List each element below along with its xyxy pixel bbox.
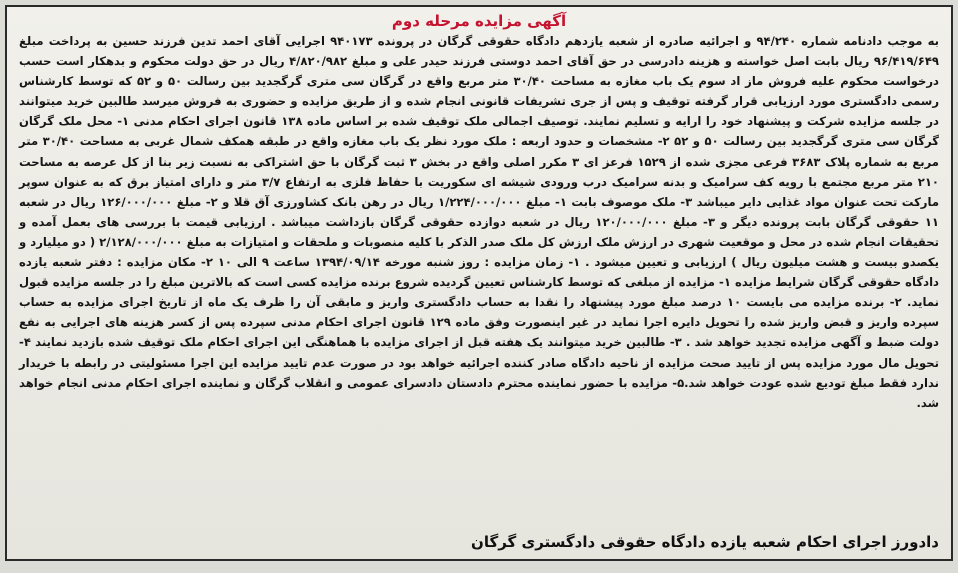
auction-notice bbox=[5, 5, 953, 561]
notice-body bbox=[7, 31, 951, 515]
notice-paragraph-intro: به موجب دادنامه شماره ۹۴/۲۴۰ و اجرائیه صادره از شعبه یازدهم دادگاه حقوقی گرگان در پرونده ۹۴۰۱۷۳ اجرایی آقای احمد تدین فرزند حسین به پرداخت مبلغ ۹۶/۴۱۹/۶۴۹ ریال بابت اصل خواسته و هزینه دادرسی در حق آقای احمد دوستی فرزند حیدر علی و مبلغ ۴/۸۲۰/۹۸۲ ریال در حق دولت محکوم و بدهکار است حسب درخواست محکوم علیه فروش ماز اد سوم یک باب مغازه به مساحت ۳۰/۴۰ متر مربع واقع در گرگان سی متری گرگجدید بین رسالت ۵۰ و ۵۲ که توسط کارشناس رسمی دادگستری مورد ارزیابی قرار گرفته توقیف و پس از جری تشریفات قانونی انجام شده و از طریق مزایده و حضوری به فروش میرسد طالبین خرید میتوانند در جلسه مزایده شرکت و پیشنهاد خود را ارایه و تسلیم نمایند. bbox=[19, 34, 940, 129]
notice-title: آگهی مزایده مرحله دوم bbox=[391, 12, 567, 30]
notice-signature: دادورز اجرای احکام شعبه یازده دادگاه حقوقی دادگستری گرگان bbox=[471, 533, 939, 551]
notice-paragraph-details: توصیف اجمالی ملک توقیف شده بر اساس ماده ۱۳۸ قانون اجرای احکام مدنی ۱- محل ملک گرگان گرگان سی متری گرگجدید بین رسالت ۵۰ و ۵۲ ۲- مشخصات و حدود اربعه : ملک مورد نظر یک باب مغازه واقع در طبقه همکف شمال غربی به مساحت ۳۰/۴۰ متر مربع به شماره پلاک ۳۶۸۳ فرعی مجزی شده از ۱۵۲۹ فرعز ای ۳ مکرر اصلی واقع در بخش ۳ ثبت گرگان با حق اشتراکی به نسبت زیر بنا از کل عرصه به مساحت ۲۱۰ متر مربع مجتمع با رویه کف سرامیک و بدنه سرامیک درب ورودی شیشه ای سکوریت با حفاظ فلزی به ارتفاع ۳/۷ متر و دارای امتیاز برق که به عنوان سوپر مارکت تحت عنوان مواد غذایی دایر میباشد ۳- ملک موصوف بابت ۱- مبلغ ۱/۲۲۴/۰۰۰/۰۰۰ ریال در رهن بانک کشاورزی آق قلا و ۲- مبلغ ۱۲۶/۰۰۰/۰۰۰ ریال در شعبه ۱۱ حقوقی گرگان بابت پرونده دیگر و ۳- مبلغ ۱۲۰/۰۰۰/۰۰۰ ریال در شعبه دوازده حقوقی گرگان بازداشت میباشد . ارزیابی قیمت با بررسی های بعمل آمده و تحقیقات انجام شده در محل و موقعیت شهری در ارزش ملک ارزش کل ملک صدر الذکر با کلیه منصوبات و ملحقات و امتیازات به مبلغ ۲/۱۲۸/۰۰۰/۰۰۰ ( دو میلیارد و یکصدو بیست و هشت میلیون ریال ) ارزیابی و تعیین میشود . ۱- زمان مزایده : روز شنبه مورخه ۱۳۹۴/۰۹/۱۴ ساعت ۹ الی ۱۰ ۲- مکان مزایده : دفتر شعبه یازده دادگاه حقوقی گرگان شرایط مزایده ۱- مزایده از مبلغی که توسط کارشناس تعیین گردیده شروع برنده مزایده کسی است که بالاترین مبلغ را در جلسه مزایده قبول نماید. ۲- برنده مزایده می بایست ۱۰ درصد مبلغ مورد پیشنهاد را نقدا به حساب دادگستری واریز و مابقی آن را ظرف یک ماه از تاریخ اجرای مزایده به حساب سپرده واریز و قبض واریز شده را تحویل دایره اجرا نماید در غیر اینصورت وفق ماده ۱۲۹ قانون اجرای احکام مدنی سپرده پس از کسر هزینه های اجرایی به نفع دولت ضبط و آگهی مزایده تجدید خواهد شد . ۳- طالبین خرید میتوانند یک هفته قبل از اجرای مزایده با هماهنگی این اجرای احکام ملک توقیف شده بازدید نمایند ۴- تحویل مال مورد مزایده پس از تایید صحت مزایده از ناحیه دادگاه صادر کننده اجرائیه خواهد بود در صورت عدم تایید مزایده این اجرا مسئولیتی در رابطه با خریدار ندارد فقط مبلغ تودیع شده عودت خواهد شد.۵- مزایده با حضور نماینده محترم دادستان دادسرای عمومی و انقلاب گرگان و نماینده اجرای احکام مدنی انجام خواهد شد. bbox=[19, 114, 940, 410]
